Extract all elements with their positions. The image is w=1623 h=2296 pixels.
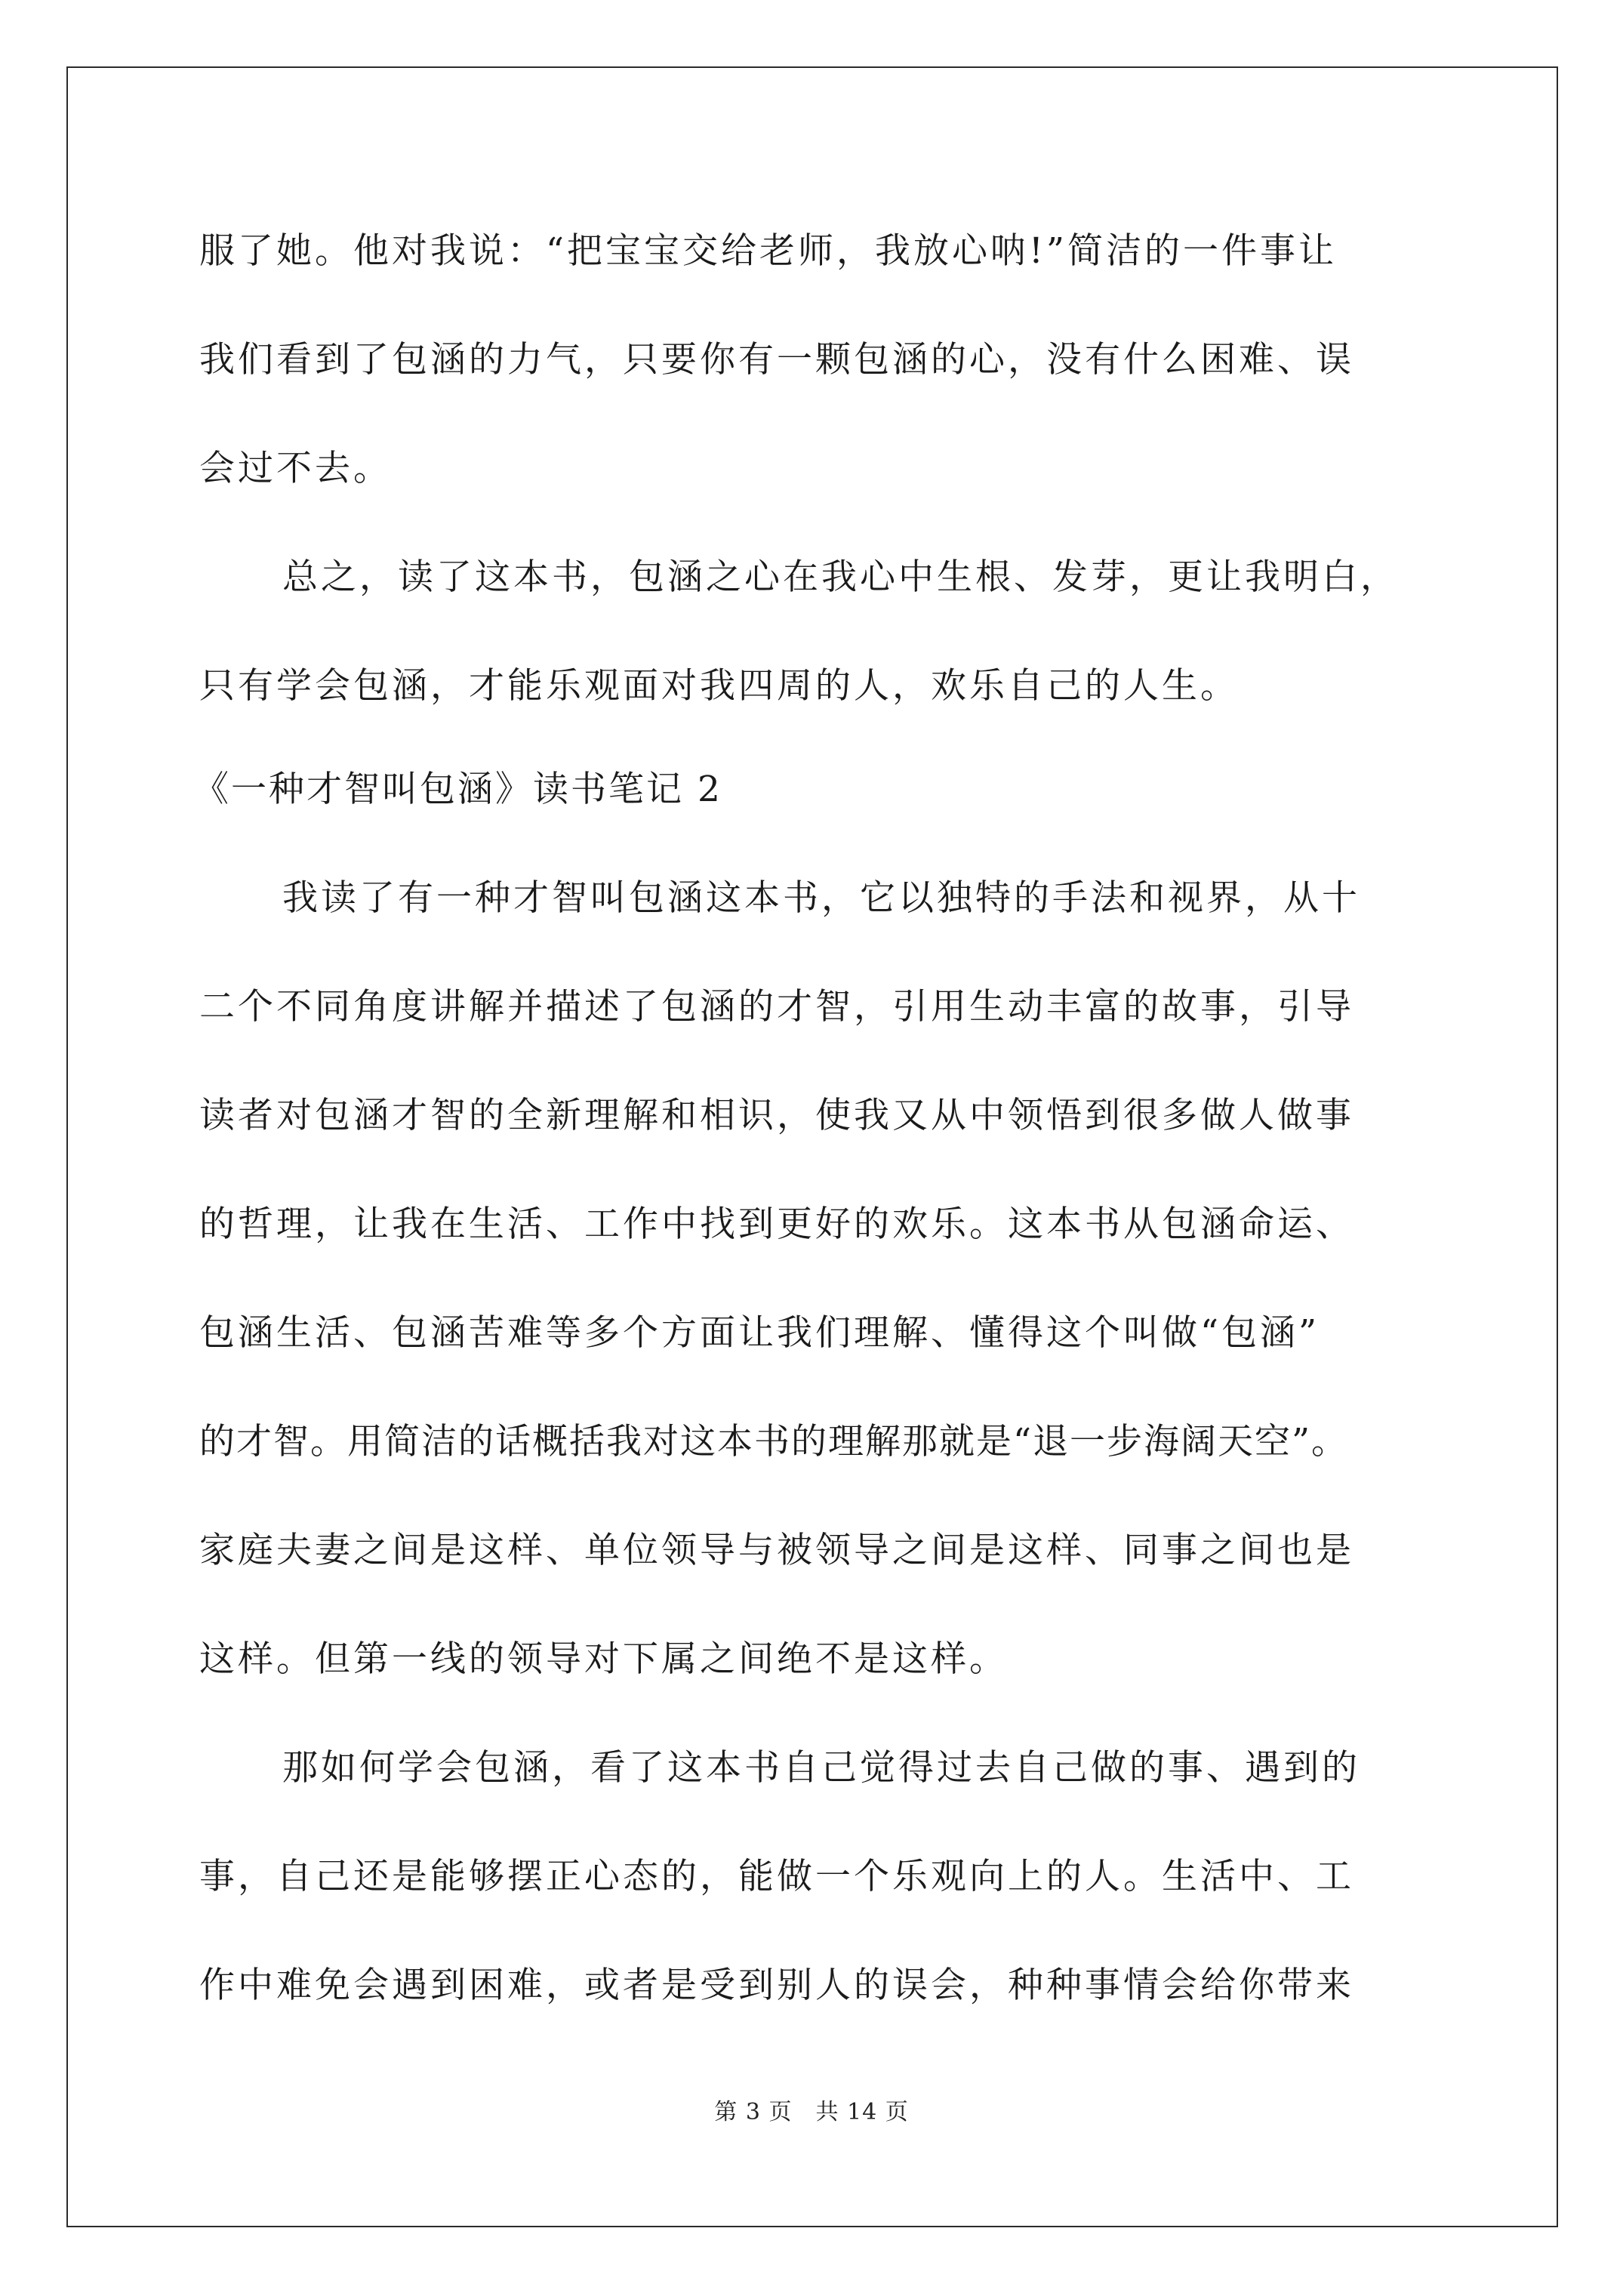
text-line: 作中难免会遇到困难，或者是受到别人的误会，种种事情会给你带来	[199, 1965, 1354, 2006]
text-line: 会过不去。	[199, 448, 392, 489]
text-line: 包涵生活、包涵苦难等多个方面让我们理解、懂得这个叫做“包涵”	[199, 1312, 1320, 1354]
page-border	[66, 66, 1558, 2227]
section-heading: 《一种才智叫包涵》读书笔记 2	[193, 769, 722, 810]
page-number: 第 3 页 共 14 页	[714, 2099, 909, 2125]
text-line: 只有学会包涵，才能乐观面对我四周的人，欢乐自己的人生。	[199, 665, 1239, 707]
text-line: 的哲理，让我在生活、工作中找到更好的欢乐。这本书从包涵命运、	[199, 1203, 1354, 1245]
text-line: 这样。但第一线的领导对下属之间绝不是这样。	[199, 1638, 1008, 1680]
paragraph-first-line: 那如何学会包涵，看了这本书自己觉得过去自己做的事、遇到的	[282, 1747, 1360, 1789]
text-line: 家庭夫妻之间是这样、单位领导与被领导之间是这样、同事之间也是	[199, 1530, 1354, 1571]
text-line: 服了她。他对我说：“把宝宝交给老师，我放心呐!”简洁的一件事让	[199, 230, 1337, 272]
paragraph-first-line: 总之，读了这本书，包涵之心在我心中生根、发芽，更让我明白，	[282, 556, 1399, 598]
text-line: 读者对包涵才智的全新理解和相识，使我又从中领悟到很多做人做事	[199, 1095, 1354, 1136]
text-line: 我们看到了包涵的力气，只要你有一颗包涵的心，没有什么困难、误	[199, 339, 1354, 381]
paragraph-first-line: 我读了有一种才智叫包涵这本书，它以独特的手法和视界，从十	[282, 877, 1360, 919]
text-line: 事，自己还是能够摆正心态的，能做一个乐观向上的人。生活中、工	[199, 1856, 1354, 1897]
text-line: 的才智。用简洁的话概括我对这本书的理解那就是“退一步海阔天空”。	[199, 1421, 1349, 1462]
text-line: 二个不同角度讲解并描述了包涵的才智，引用生动丰富的故事，引导	[199, 986, 1354, 1028]
